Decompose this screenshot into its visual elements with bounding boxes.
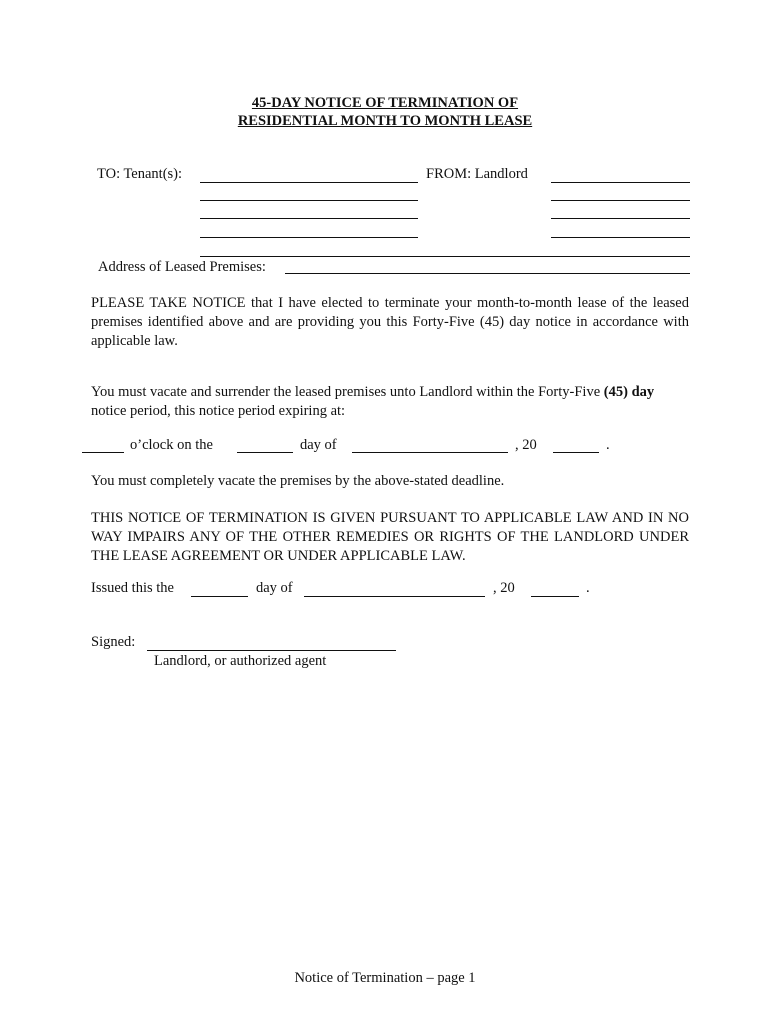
issued-month-blank[interactable] (304, 596, 485, 597)
tenant-name-line-1[interactable] (200, 182, 418, 183)
deadline-sentence: You must completely vacate the premises by the above-stated deadline. (91, 473, 505, 489)
landlord-name-line-4[interactable] (551, 237, 690, 238)
issued-comma20-label: , 20 (493, 580, 515, 596)
expiry-oclock-label: o’clock on the (130, 437, 213, 453)
address-label: Address of Leased Premises: (98, 259, 266, 275)
vacate-line1-bold: (45) day (603, 384, 655, 400)
address-line-upper[interactable] (200, 256, 690, 257)
issued-label: Issued this the (91, 580, 174, 596)
issued-period: . (586, 580, 590, 596)
issued-day-blank[interactable] (191, 596, 248, 597)
expiry-hour-blank[interactable] (82, 452, 124, 453)
to-tenants-label: TO: Tenant(s): (97, 166, 183, 182)
signature-line[interactable] (147, 650, 396, 651)
document-title-line1: 45-DAY NOTICE OF TERMINATION OF (251, 95, 519, 111)
page-footer: Notice of Termination – page 1 (294, 970, 476, 986)
pursuant-paragraph: THIS NOTICE OF TERMINATION IS GIVEN PURSUANT TO APPLICABLE LAW AND IN NO WAY IMPAIRS ANY OF THE OTHER REMEDIES OR RIGHTS OF THE LANDLORD UNDER THE LEASE AGREEMENT OR UNDER APPLICABLE LAW. (91, 510, 689, 564)
vacate-line1-text: You must vacate and surrender the leased premises unto Landlord within the Forty-Five (91, 384, 604, 400)
issued-year-blank[interactable] (531, 596, 579, 597)
landlord-name-line-1[interactable] (551, 182, 690, 183)
tenant-name-line-3[interactable] (200, 218, 418, 219)
expiry-comma20-label: , 20 (515, 437, 537, 453)
expiry-period: . (606, 437, 610, 453)
signed-label: Signed: (91, 634, 136, 650)
from-landlord-label: FROM: Landlord (426, 166, 528, 182)
expiry-month-blank[interactable] (352, 452, 508, 453)
address-line[interactable] (285, 273, 690, 274)
notice-paragraph: PLEASE TAKE NOTICE that I have elected to terminate your month-to-month lease of the leased premises identified above and are providing you this Forty-Five (45) day notice in accordance with applicable law. (91, 295, 689, 349)
expiry-dayof-label: day of (300, 437, 337, 453)
vacate-paragraph (91, 383, 689, 421)
document-title-line2: RESIDENTIAL MONTH TO MONTH LEASE (237, 113, 533, 129)
expiry-year-blank[interactable] (553, 452, 599, 453)
expiry-day-blank[interactable] (237, 452, 293, 453)
landlord-name-line-2[interactable] (551, 200, 690, 201)
tenant-name-line-2[interactable] (200, 200, 418, 201)
vacate-line2-text: notice period, this notice period expiring at: (91, 403, 346, 419)
tenant-name-line-4[interactable] (200, 237, 418, 238)
signature-caption: Landlord, or authorized agent (154, 653, 327, 669)
landlord-name-line-3[interactable] (551, 218, 690, 219)
issued-dayof-label: day of (256, 580, 293, 596)
